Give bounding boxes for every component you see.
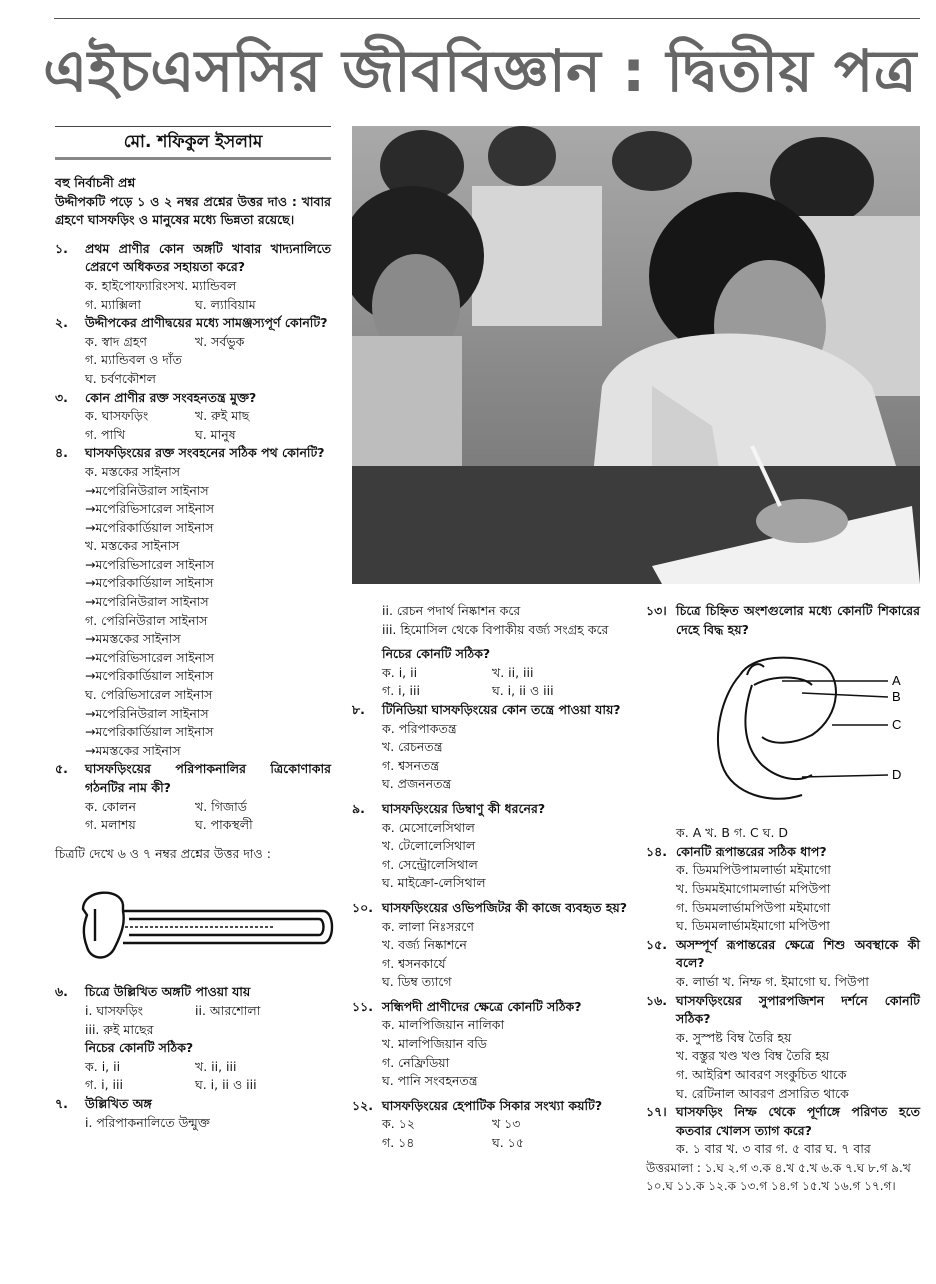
question-2: ২. উদ্দীপকের প্রাণীদ্বয়ের মধ্যে সামঞ্জস্যপূর্ণ কোনটি?: [55, 315, 328, 331]
column-2: [352, 602, 628, 1153]
q2-option-c: গ. ম্যান্ডিবল ও দাঁত: [85, 352, 182, 368]
label-b: B: [892, 689, 901, 705]
question-4: ৪. ঘাসফড়িংয়ের রক্ত সংবহনের সঠিক পথ কোনটি?: [55, 445, 325, 461]
q4-line: →মমস্তকের সাইনাস: [85, 742, 181, 758]
q7-statement-iii: iii. হিমোসিল থেকে বিপাকীয় বর্জ্য সংগ্রহ করে: [382, 621, 609, 637]
q7-statement-i: i. পরিপাকনালিতে উন্মুক্ত: [85, 1114, 210, 1130]
malpighian-tubule-figure: [73, 869, 335, 973]
question-6: ৬. চিত্রে উল্লিখিত অঙ্গটি পাওয়া যায়: [55, 984, 251, 1000]
q6-options-row1: ক. i, ii খ. ii, iii: [85, 1058, 237, 1074]
students-writing-exam-image: [352, 126, 920, 584]
q4-line: ক. মস্তকের সাইনাস: [85, 463, 180, 479]
q9-option-c: গ. সেন্ট্রোলেসিথাল: [382, 856, 478, 872]
label-d: D: [892, 767, 902, 783]
headline: এইচএসসির জীববিজ্ঞান : দ্বিতীয় পত্র: [43, 37, 917, 105]
q14-option-d: ঘ. ডিমমলার্ভামইমাগো মপিউপা: [676, 918, 830, 934]
question-14: ১৪. কোনটি রূপান্তরের সঠিক ধাপ?: [646, 843, 827, 859]
q9-option-b: খ. টেলোলেসিথাল: [382, 838, 476, 854]
q10-option-c: গ. শ্বসনকার্যে: [382, 955, 446, 971]
q16-option-c: গ. আইরিশ আবরণ সংকুচিত থাকে: [676, 1066, 847, 1082]
q16-option-b: খ. বস্তুর খণ্ড খণ্ড বিম্ব তৈরি হয়: [676, 1048, 830, 1064]
column-1: [55, 122, 331, 1132]
q6-statements-row1: i. ঘাসফড়িং ii. আরশোলা: [85, 1002, 261, 1018]
q1-options-row1: ক. হাইপোফ্যারিংস খ. ম্যান্ডিবল: [85, 277, 237, 293]
q4-line: →মপেরিনিউরাল সাইনাস: [85, 594, 209, 610]
q6-options-row2: গ. i, iii ঘ. i, ii ও iii: [85, 1077, 257, 1093]
q17-options: ক. ১ বার খ. ৩ বার গ. ৫ বার ঘ. ৭ বার: [676, 1141, 871, 1157]
q11-option-c: গ. নেফ্রিডিয়া: [382, 1054, 450, 1070]
q4-line: →মপেরিকার্ডিয়াল সাইনাস: [85, 575, 214, 591]
q4-line: →মপেরিকার্ডিয়াল সাইনাস: [85, 519, 214, 535]
section-title: বহু নির্বাচনী প্রশ্ন: [55, 175, 136, 190]
answer-key: উত্তরমালা : ১.ঘ ২.গ ৩.ক ৪.খ ৫.খ ৬.ক ৭.ঘ ৮.গ ৯.খ ১০.ঘ ১১.ক ১২.ক ১৩.গ ১৪.গ ১৫.খ ১৬.গ ১৭.গ।: [646, 1160, 911, 1193]
q10-option-d: ঘ. ডিম্ব ত্যাগে: [382, 974, 452, 990]
q14-option-b: খ. ডিমমইমাগোমলার্ভা মপিউপা: [676, 880, 831, 896]
question-5: ৫. ঘাসফড়িংয়ের পরিপাকনালির ত্রিকোণাকার গঠনটির নাম কী?: [55, 761, 331, 795]
q15-options: ক. লার্ভা খ. নিম্ফ গ. ইমাগো ঘ. পিউপা: [676, 973, 869, 989]
q8-option-a: ক. পরিপাকতন্ত্র: [382, 720, 457, 736]
q7-statement-ii: ii. রেচন পদার্থ নিষ্কাশন করে: [382, 603, 521, 618]
q7-options-row2: গ. i, iii ঘ. i, ii ও iii: [382, 683, 554, 699]
q5-options-row1: ক. কোলন খ. গিজার্ড: [85, 798, 247, 814]
column-3: [646, 602, 920, 1195]
q14-option-c: গ. ডিমমলার্ভামপিউপা মইমাগো: [676, 899, 831, 915]
question-8: ৮. টিনিডিয়া ঘাসফড়িংয়ের কোন তন্ত্রে পাওয়া যায়?: [352, 701, 621, 717]
q11-option-b: খ. মালপিজিয়ান বডি: [382, 1036, 488, 1052]
q16-option-d: ঘ. রেটিনাল আবরণ প্রসারিত থাকে: [676, 1085, 849, 1101]
question-10: ১০. ঘাসফড়িংয়ের ওভিপজিটর কী কাজে ব্যবহৃত হয়?: [352, 899, 628, 915]
q7-options-row1: ক. i, ii খ. ii, iii: [382, 664, 534, 680]
stimulus-intro: উদ্দীপকটি পড়ে ১ ও ২ নম্বর প্রশ্নের উত্তর দাও : খাবার গ্রহণে ঘাসফড়িং ও মানুষের মধ্যে ভিন্নতা রয়েছে।: [55, 193, 331, 228]
q4-line: →মপেরিনিউরাল সাইনাস: [85, 705, 209, 721]
q2-options-row1: ক. স্বাদ গ্রহণ খ. সর্বভুক: [85, 333, 245, 349]
question-1: ১. প্রথম প্রাণীর কোন অঙ্গটি খাবার খাদ্যনালিতে প্রেরণে অধিকতর সহায়তা করে?: [55, 240, 331, 275]
q4-line: →মপেরিভিসারেল সাইনাস: [85, 556, 215, 572]
label-a: A: [892, 673, 901, 689]
q6-which-correct: নিচের কোনটি সঠিক?: [85, 1040, 194, 1056]
q2-option-d: ঘ. চর্বণকৌশল: [85, 370, 156, 386]
q12-options-row2: গ. ১৪ ঘ. ১৫: [382, 1135, 524, 1151]
q1-options-row2: গ. ম্যাক্সিলা ঘ. ল্যাবিয়াম: [85, 296, 256, 312]
q4-line: খ. মস্তকের সাইনাস: [85, 538, 180, 554]
q4-line: গ. পেরিনিউরাল সাইনাস: [85, 612, 208, 628]
q10-option-a: ক. লালা নিঃসরণে: [382, 918, 474, 934]
q4-line: ঘ. পেরিভিসারেল সাইনাস: [85, 687, 213, 703]
q10-option-b: খ. বর্জ্য নিষ্কাশনে: [382, 937, 467, 953]
q4-line: →মপেরিভিসারেল সাইনাস: [85, 501, 215, 517]
figure-intro: চিত্রটি দেখে ৬ ও ৭ নম্বর প্রশ্নের উত্তর দাও :: [55, 845, 271, 861]
q3-options-row1: ক. ঘাসফড়িং খ. রুই মাছ: [85, 408, 250, 424]
q13-options: ক. A খ. B গ. C ঘ. D: [676, 825, 789, 841]
q4-line: →মপেরিভিসারেল সাইনাস: [85, 649, 215, 665]
hydra-cnidocyte-figure: [692, 645, 922, 820]
q8-option-b: খ. রেচনতন্ত্র: [382, 739, 443, 755]
q6-statement-iii: iii. রুই মাছের: [85, 1021, 154, 1037]
q9-option-a: ক. মেসোলেসিথাল: [382, 819, 475, 835]
question-13: ১৩। চিত্রে চিহ্নিত অংশগুলোর মধ্যে কোনটি শিকারের দেহে বিদ্ধ হয়?: [646, 603, 920, 637]
q5-options-row2: গ. মলাশয় ঘ. পাকস্থলী: [85, 817, 253, 833]
q9-option-d: ঘ. মাইক্রো-লেসিথাল: [382, 875, 486, 891]
exam-hall-photo: [352, 126, 920, 584]
question-9: ৯. ঘাসফড়িংয়ের ডিম্বাণু কী ধরনের?: [352, 800, 546, 816]
question-3: ৩. কোন প্রাণীর রক্ত সংবহনতন্ত্র মুক্ত?: [55, 389, 257, 405]
q14-option-a: ক. ডিমমপিউপামলার্ভা মইমাগো: [676, 862, 831, 878]
q8-option-d: ঘ. প্রজননতন্ত্র: [382, 776, 452, 792]
q3-options-row2: গ. পাখি ঘ. মানুষ: [85, 426, 236, 442]
q16-option-a: ক. সুস্পষ্ট বিম্ব তৈরি হয়: [676, 1029, 792, 1045]
question-17: ১৭। ঘাসফড়িং নিম্ফ থেকে পূর্ণাঙ্গে পরিণত হতে কতবার খোলস ত্যাগ করে?: [646, 1104, 920, 1138]
q11-option-d: ঘ. পানি সংবহনতন্ত্র: [382, 1073, 478, 1089]
question-7: ৭. উল্লিখিত অঙ্গ: [55, 1095, 152, 1111]
q4-line: →মপেরিনিউরাল সাইনাস: [85, 482, 209, 498]
q4-line: →মমস্তকের সাইনাস: [85, 631, 181, 647]
question-12: ১২. ঘাসফড়িংয়ের হেপাটিক সিকার সংখ্যা কয়টি?: [352, 1097, 603, 1113]
label-c: C: [892, 717, 902, 733]
q4-line: →মপেরিকার্ডিয়াল সাইনাস: [85, 724, 214, 740]
q11-option-a: ক. মালপিজিয়ান নালিকা: [382, 1017, 505, 1033]
q7-which-correct: নিচের কোনটি সঠিক?: [382, 646, 491, 662]
q4-line: →মপেরিকার্ডিয়াল সাইনাস: [85, 668, 214, 684]
top-rule: [54, 18, 920, 19]
byline: মো. শফিকুল ইসলাম: [55, 126, 331, 160]
q8-option-c: গ. শ্বসনতন্ত্র: [382, 757, 440, 773]
question-16: ১৬. ঘাসফড়িংয়ের সুপারপজিশন দর্শনে কোনটি সঠিক?: [646, 992, 920, 1027]
q12-options-row1: ক. ১২ খ ১৩: [382, 1116, 521, 1132]
question-11: ১১. সন্ধিপদী প্রাণীদের ক্ষেত্রে কোনটি সঠিক?: [352, 998, 582, 1014]
question-15: ১৫. অসম্পূর্ণ রূপান্তরের ক্ষেত্রে শিশু অবস্থাকে কী বলে?: [646, 936, 920, 971]
